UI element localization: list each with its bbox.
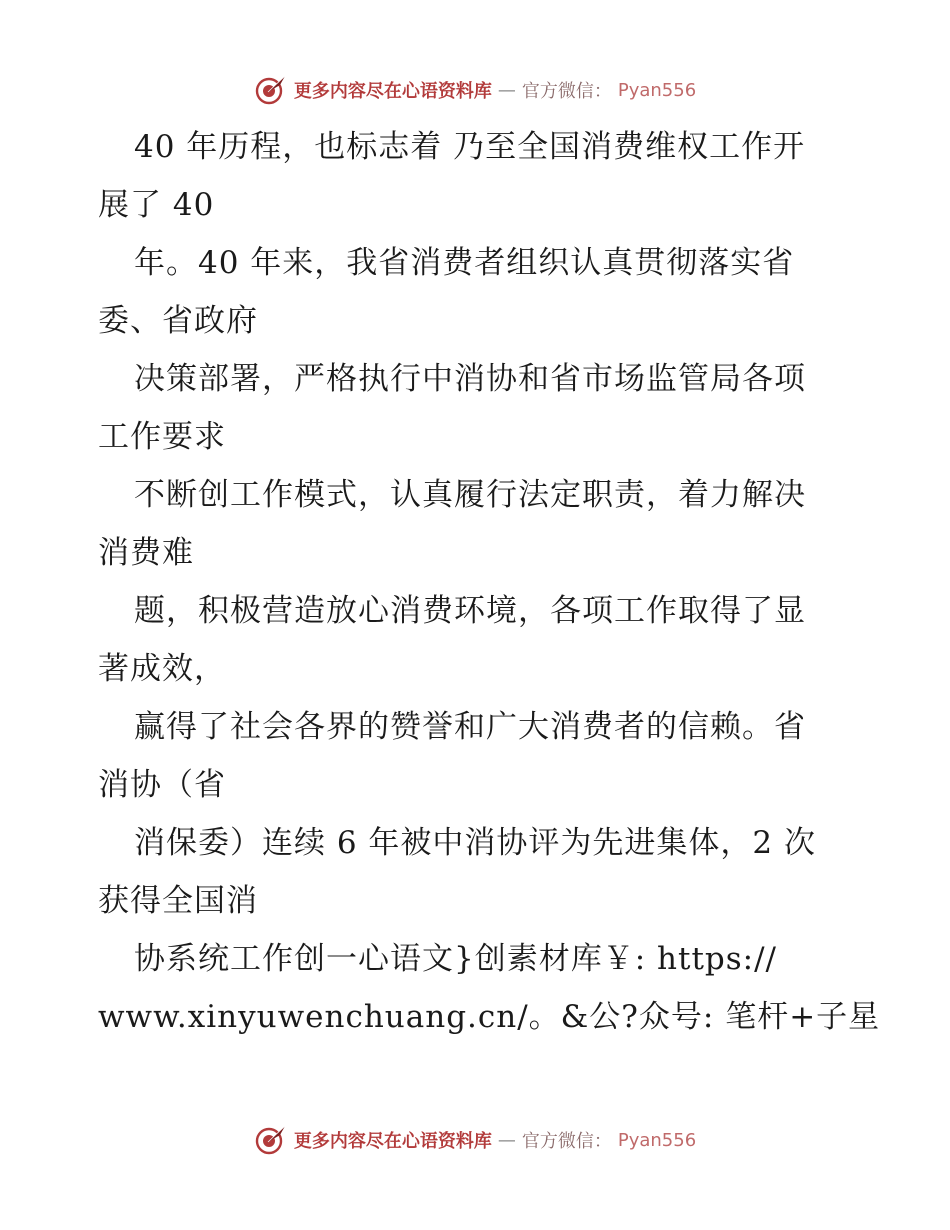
- quill-logo-icon: [254, 1123, 288, 1157]
- banner-lead-text: 更多内容尽在心语资料库: [293, 1131, 492, 1152]
- text-line: 消费难: [98, 535, 194, 571]
- banner-contact-label: 官方微信：: [521, 1131, 612, 1152]
- banner-dash: —: [497, 1129, 516, 1151]
- text-line: 决策部署，严格执行中消协和省市场监管局各项: [134, 361, 806, 397]
- text-line: 年。40 年来，我省消费者组织认真贯彻落实省: [134, 245, 795, 281]
- text-line: 题，积极营造放心消费环境，各项工作取得了显: [134, 593, 806, 629]
- text-line: 委、省政府: [98, 303, 258, 339]
- text-line: 工作要求: [98, 419, 226, 455]
- text-line: 展了 40: [98, 187, 215, 223]
- text-line: www.xinyuwenchuang.cn/。&公?众号: 笔杆+子星: [98, 999, 881, 1035]
- text-line: 消保委）连续 6 年被中消协评为先进集体，2 次: [134, 825, 817, 861]
- banner-dash: —: [497, 79, 516, 101]
- banner-contact-id: Pyan556: [617, 79, 697, 101]
- header-banner: [0, 70, 950, 110]
- text-line: 不断创工作模式，认真履行法定职责，着力解决: [134, 477, 806, 513]
- text-line: 40 年历程，也标志着 乃至全国消费维权工作开: [134, 129, 806, 165]
- text-line: 赢得了社会各界的赞誉和广大消费者的信赖。省: [134, 709, 806, 745]
- text-line: 协系统工作创一心语文}创素材库￥: https://: [134, 941, 777, 977]
- banner-contact-id: Pyan556: [617, 1129, 697, 1151]
- banner-contact-label: 官方微信：: [521, 81, 612, 102]
- quill-logo-icon: [254, 73, 288, 107]
- document-body: [98, 118, 881, 1046]
- footer-banner: [0, 1120, 950, 1160]
- text-line: 著成效，: [98, 651, 226, 687]
- text-line: 消协（省: [98, 767, 226, 803]
- banner-lead-text: 更多内容尽在心语资料库: [293, 81, 492, 102]
- text-line: 获得全国消: [98, 883, 258, 919]
